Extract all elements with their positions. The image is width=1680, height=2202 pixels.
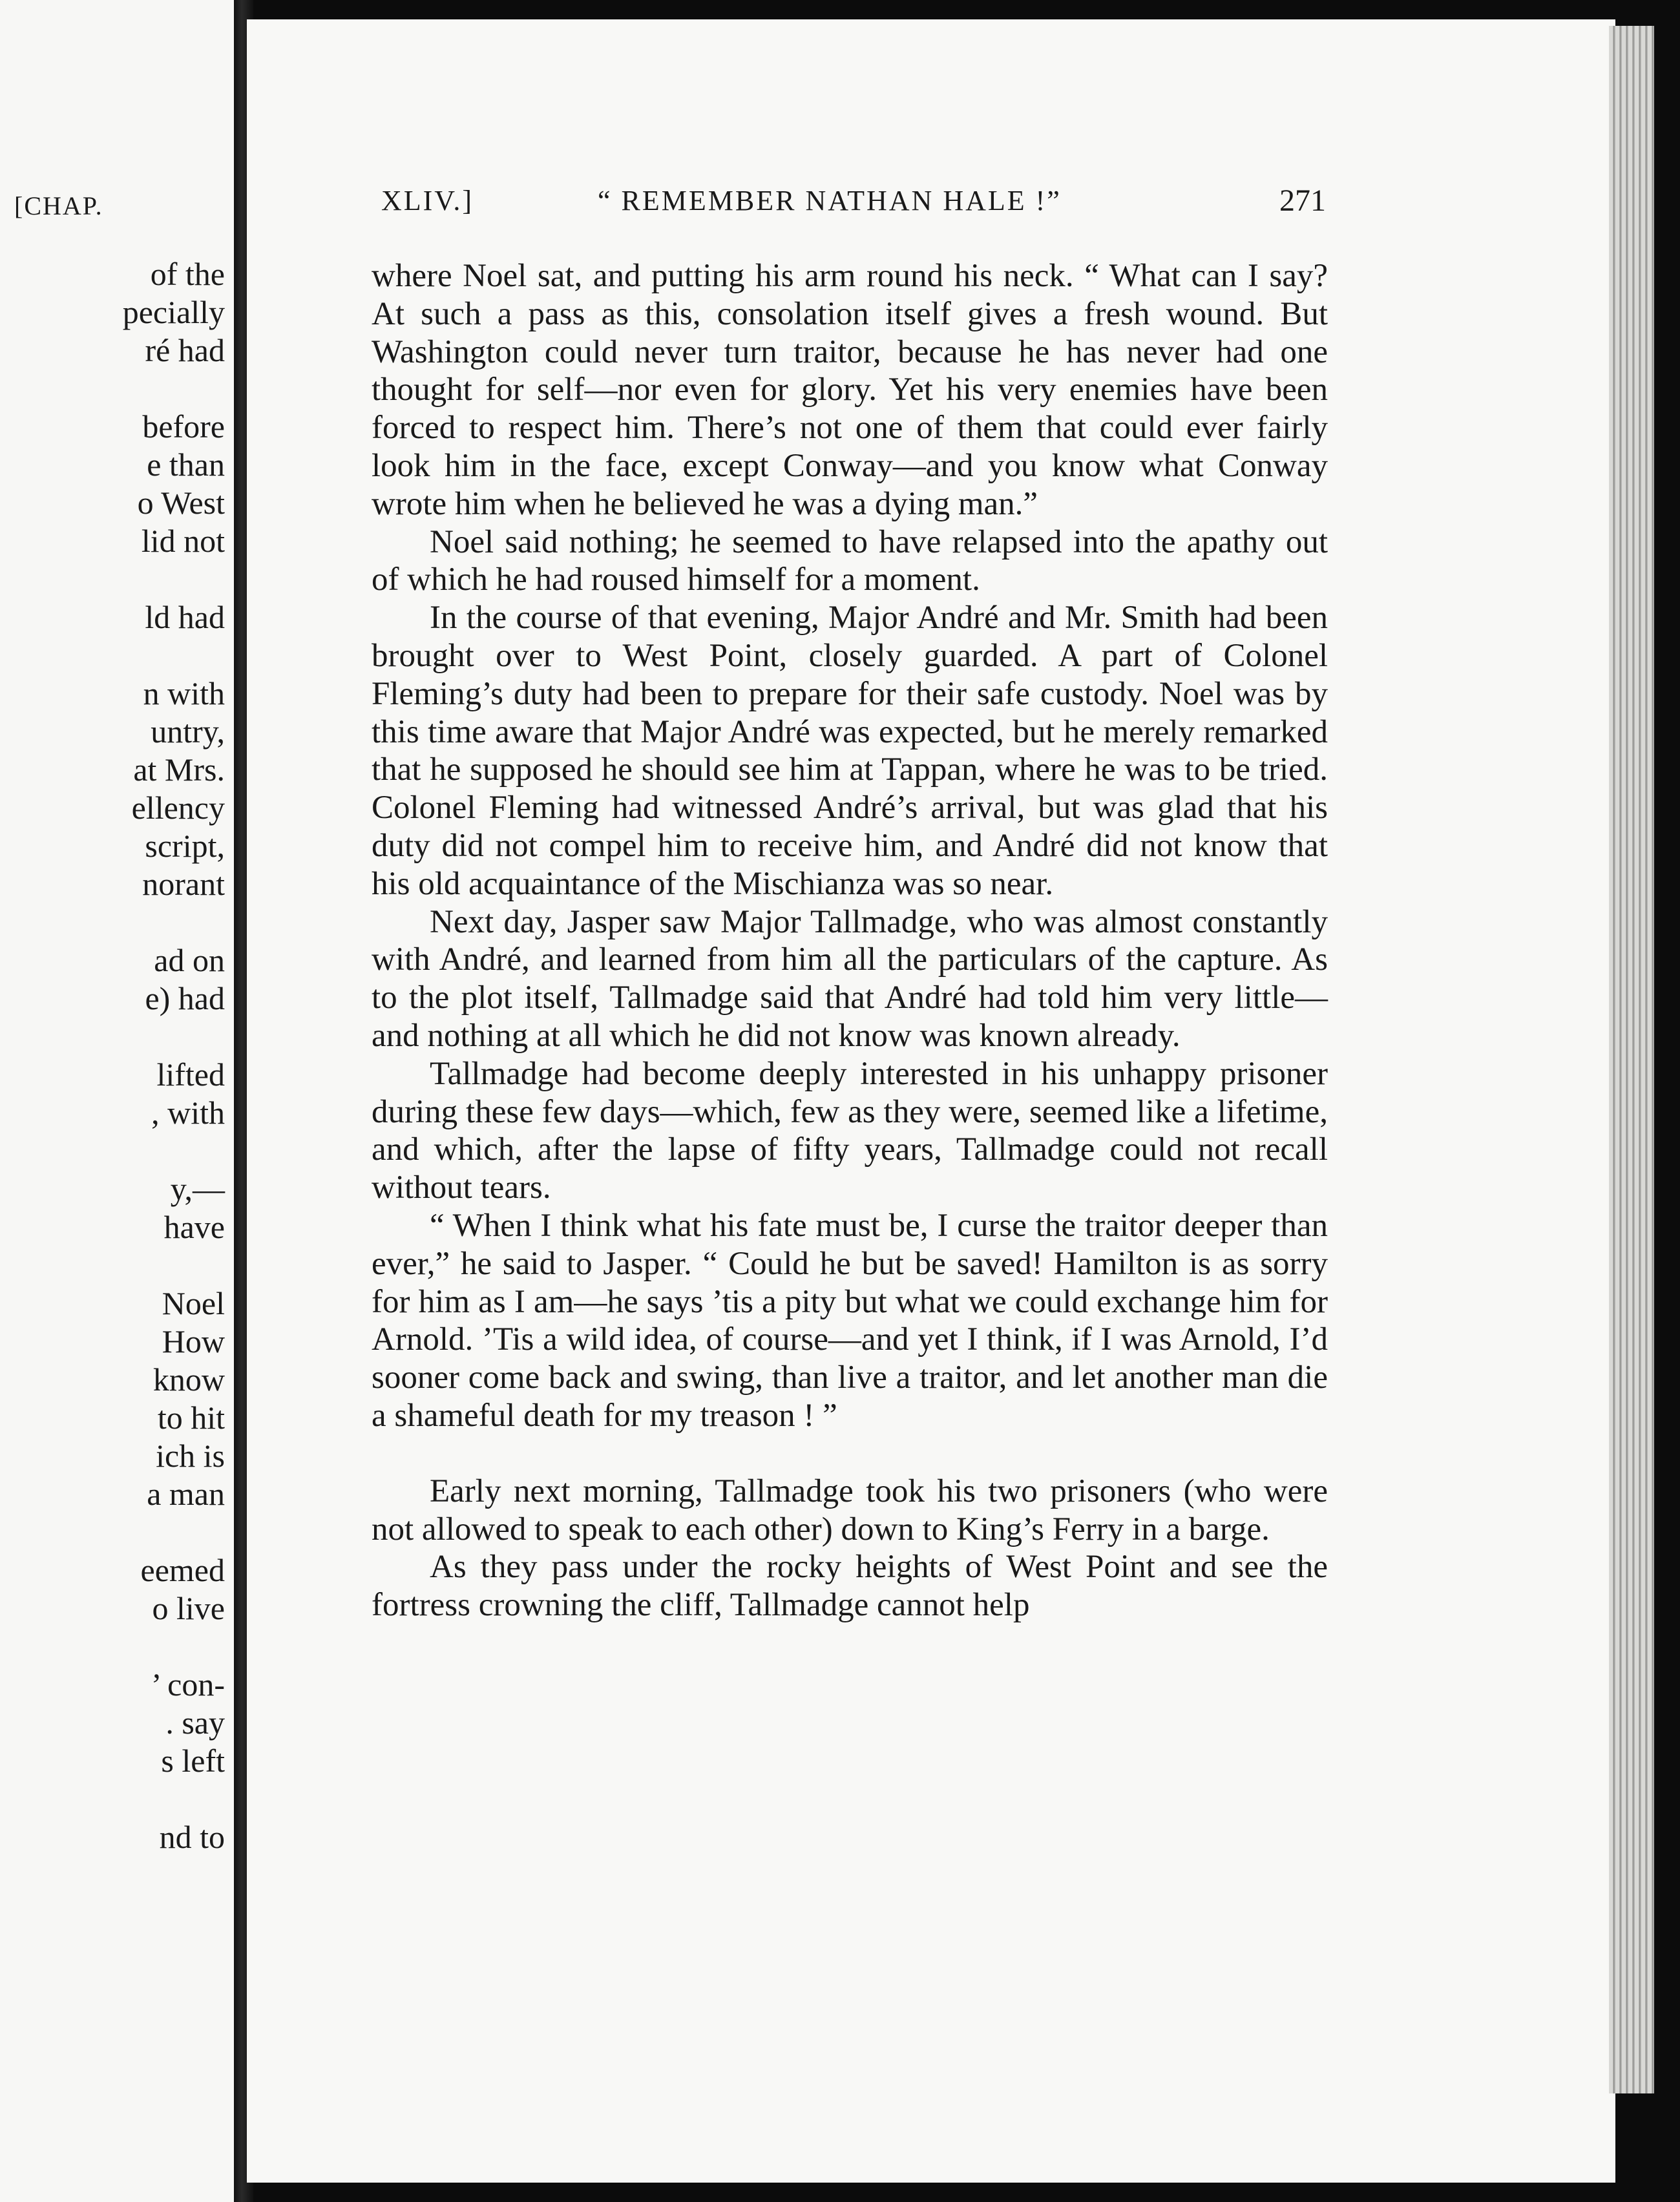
left-fragment-line: ich is <box>156 1438 225 1474</box>
left-fragment-line: o live <box>152 1590 225 1626</box>
paragraph: Early next morning, Tallmadge took his two prisoners (who were not allowed to speak to each other) down to King’s Ferry in a barge. <box>372 1473 1328 1547</box>
left-fragment-line: untry, <box>151 713 225 750</box>
left-fragment-line: y,— <box>170 1171 225 1207</box>
left-fragment-line: e than <box>147 446 225 483</box>
left-fragment-line: lifted <box>156 1056 225 1093</box>
left-fragment-line: o West <box>137 485 225 521</box>
left-fragment-line: s left <box>161 1743 225 1779</box>
left-fragment-line: , with <box>151 1095 225 1131</box>
left-fragment-line: nd to <box>159 1819 225 1855</box>
left-fragment-line: know <box>152 1361 225 1398</box>
left-fragment-line: ré had <box>145 332 225 368</box>
left-page <box>0 0 234 2202</box>
left-fragment-line: a man <box>147 1476 225 1512</box>
left-fragment-line: ld had <box>145 599 225 635</box>
page-number: 271 <box>1279 184 1326 218</box>
left-fragment-line: lid not <box>141 523 225 559</box>
left-fragment-line: Noel <box>162 1285 225 1321</box>
left-fragment-line: to hit <box>157 1400 225 1436</box>
paragraph: Noel said nothing; he seemed to have relapsed into the apathy out of which he had roused himself for a moment. <box>372 523 1328 598</box>
left-fragment-line: before <box>142 408 225 445</box>
left-fragment-line: script, <box>145 828 225 864</box>
paragraph: Tallmadge had become deeply interested in his unhappy prisoner during these few days—which, few as they were, seemed like a lifetime, and which, after the lapse of fifty years, Tallmadge could not recall without tears. <box>372 1055 1328 1206</box>
left-fragment-line: ’ con- <box>151 1666 225 1703</box>
left-fragment-line: of the <box>150 256 225 292</box>
left-fragment-line: eemed <box>140 1552 225 1588</box>
left-fragment-line: e) had <box>145 980 225 1016</box>
paragraph: Next day, Jasper saw Major Tallmadge, who was almost constantly with André, and learned from him all the particulars of the capture. As to the plot itself, Tallmadge said that André had told him very little—and nothing at all which he did not know was known already. <box>372 903 1328 1054</box>
paragraph: In the course of that evening, Major André and Mr. Smith had been brought over to West Point, closely guarded. A part of Colonel Fleming’s duty had been to prepare for their safe custody. Noel was by this time aware that Major André was expected, but he merely remarked that he supposed he should see him at Tappan, where he was to be tried. Colonel Fleming had witnessed André’s arrival, but was glad that his duty did not compel him to receive him, and André did not know that his old acquaintance of the Mischianza was so near. <box>372 600 1328 902</box>
left-fragment-line: How <box>162 1323 225 1359</box>
left-fragment-line: pecially <box>122 294 225 330</box>
paragraph: “ When I think what his fate must be, I curse the traitor deeper than ever,” he said to Jasper. “ Could he but be saved! Hamilton is as sorry for him as I am—he says ’tis a pity but what we could exchange him for Arnold. ’Tis a wild idea, of course—and yet I think, if I was Arnold, I’d sooner come back and swing, than live a traitor, and let another man die a shameful death for my treason ! ” <box>372 1207 1328 1434</box>
left-fragment-line: at Mrs. <box>133 751 225 788</box>
left-fragment-line: ad on <box>154 942 225 978</box>
running-title: “ REMEMBER NATHAN HALE !” <box>598 185 1062 216</box>
left-fragment-line: n with <box>143 675 225 711</box>
page-edges <box>1609 26 1654 2093</box>
left-fragment-line: norant <box>142 866 225 902</box>
left-fragment-line: ellency <box>131 790 225 826</box>
left-running-head: [CHAP. <box>14 191 103 220</box>
left-fragment-line: . say <box>165 1704 225 1741</box>
left-fragment-line: have <box>163 1209 225 1245</box>
chapter-number: XLIV.] <box>381 185 474 216</box>
paragraph: As they pass under the rocky heights of West Point and see the fortress crowning the cliff, Tallmadge cannot help <box>372 1549 1328 1624</box>
body-text <box>372 257 1328 1624</box>
paragraph: where Noel sat, and putting his arm round his neck. “ What can I say? At such a pass as this, consolation itself gives a fresh wound. But Washington could never turn traitor, because he has never had one thought for self—nor even for glory. Yet his very enemies have been forced to respect him. There’s not one of them that could ever fairly look him in the face, except Conway—and you know what Conway wrote him when he believed he was a dying man.” <box>372 258 1328 522</box>
